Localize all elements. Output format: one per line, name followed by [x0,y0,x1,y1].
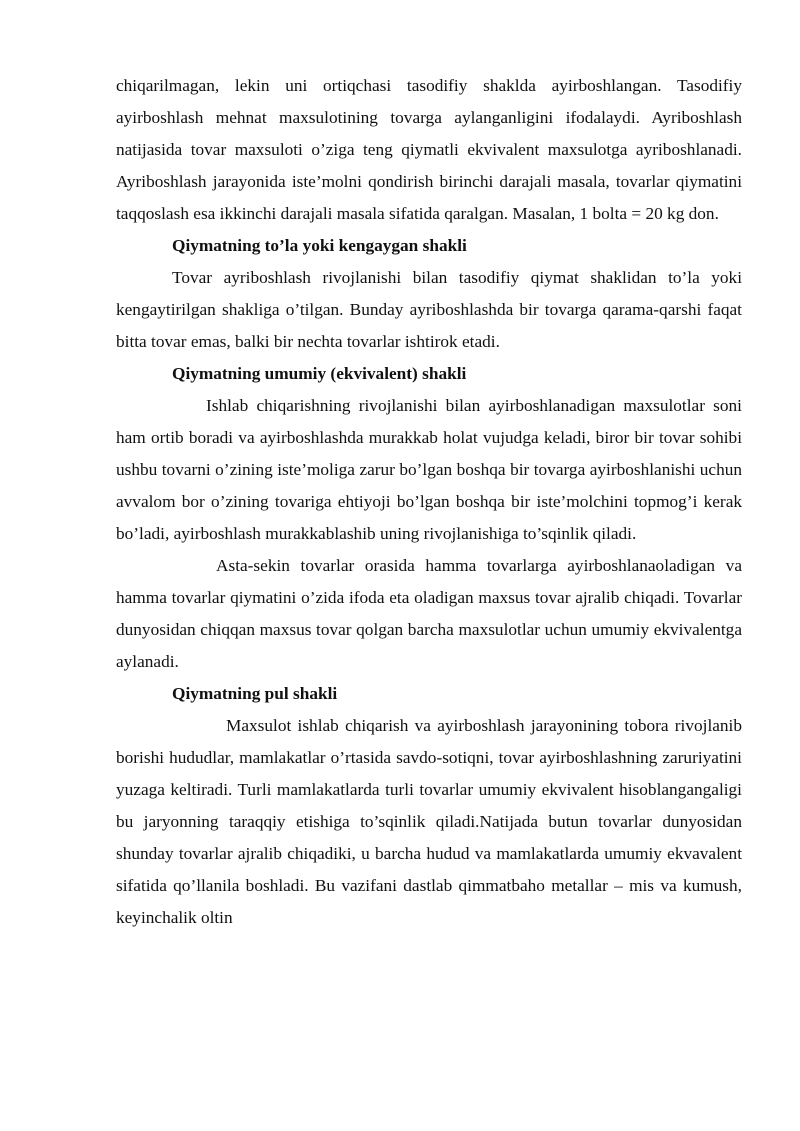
paragraph-full-form: Tovar ayriboshlash rivojlanishi bilan tasodifiy qiymat shaklidan to’la yoki kengaytirilgan shakliga o’tilgan. Bunday ayriboshlashda bir tovarga qarama-qarshi faqat bitta tovar emas, balki bir nechta tovarlar ishtirok etadi. [116,268,742,351]
paragraph-general-form: Ishlab chiqarishning rivojlanishi bilan ayirboshlanadigan maxsulotlar soni ham ortib boradi va ayirboshlashda murakkab holat vujudga keladi, biror bir tovar sohibi ushbu tovarni o’zining iste’moliga zarur bo’lgan boshqa bir tovarga ayirboshlanishi uchun avvalom bor o’zining tovariga ehtiyoji bo’lgan boshqa bir iste’molchini topmog’i kerak bo’ladi, ayirboshlash murakkablashib uning rivojlanishiga to’sqinlik qiladi. [116,396,742,543]
heading-money-form: Qiymatning pul shakli [172,684,338,703]
document-body [116,70,742,934]
heading-general-form: Qiymatning umumiy (ekvivalent) shakli [172,364,467,383]
heading-full-form: Qiymatning to’la yoki kengaygan shakli [172,236,467,255]
paragraph-random-exchange: chiqarilmagan, lekin uni ortiqchasi tasodifiy shaklda ayirboshlangan. Tasodifiy ayirboshlash mehnat maxsulotining tovarga aylanganligini ifodalaydi. Ayriboshlash natijasida tovar maxsuloti o’ziga teng qiymatli ekvivalent maxsulotga ayriboshlanadi. Ayriboshlash jarayonida iste’molni qondirish birinchi darajali masala, tovarlar qiymatini taqqoslash esa ikkinchi darajali masala sifatida qaralgan. Masalan, 1 bolta = 20 kg don. [116,76,742,223]
paragraph-special-commodity: Asta-sekin tovarlar orasida hamma tovarlarga ayirboshlanaoladigan va hamma tovarlar qiymatini o’zida ifoda eta oladigan maxsus tovar ajralib chiqadi. Tovarlar dunyosidan chiqqan maxsus tovar qolgan barcha maxsulotlar uchun umumiy ekvivalentga aylanadi. [116,556,742,671]
paragraph-money-form: Maxsulot ishlab chiqarish va ayirboshlash jarayonining tobora rivojlanib borishi hududlar, mamlakatlar o’rtasida savdo-sotiqni, tovar ayirboshlashning zaruriyatini yuzaga keltiradi. Turli mamlakatlarda turli tovarlar umumiy ekvivalent hisoblangangaligi bu jaryonning taraqqiy etishiga to’sqinlik qiladi.Natijada butun tovarlar dunyosidan shunday tovarlar ajralib chiqadiki, u barcha hudud va mamlakatlarda umumiy ekvavalent sifatida qo’llanila boshladi. Bu vazifani dastlab qimmatbaho metallar – mis va kumush, keyinchalik oltin [116,716,742,927]
